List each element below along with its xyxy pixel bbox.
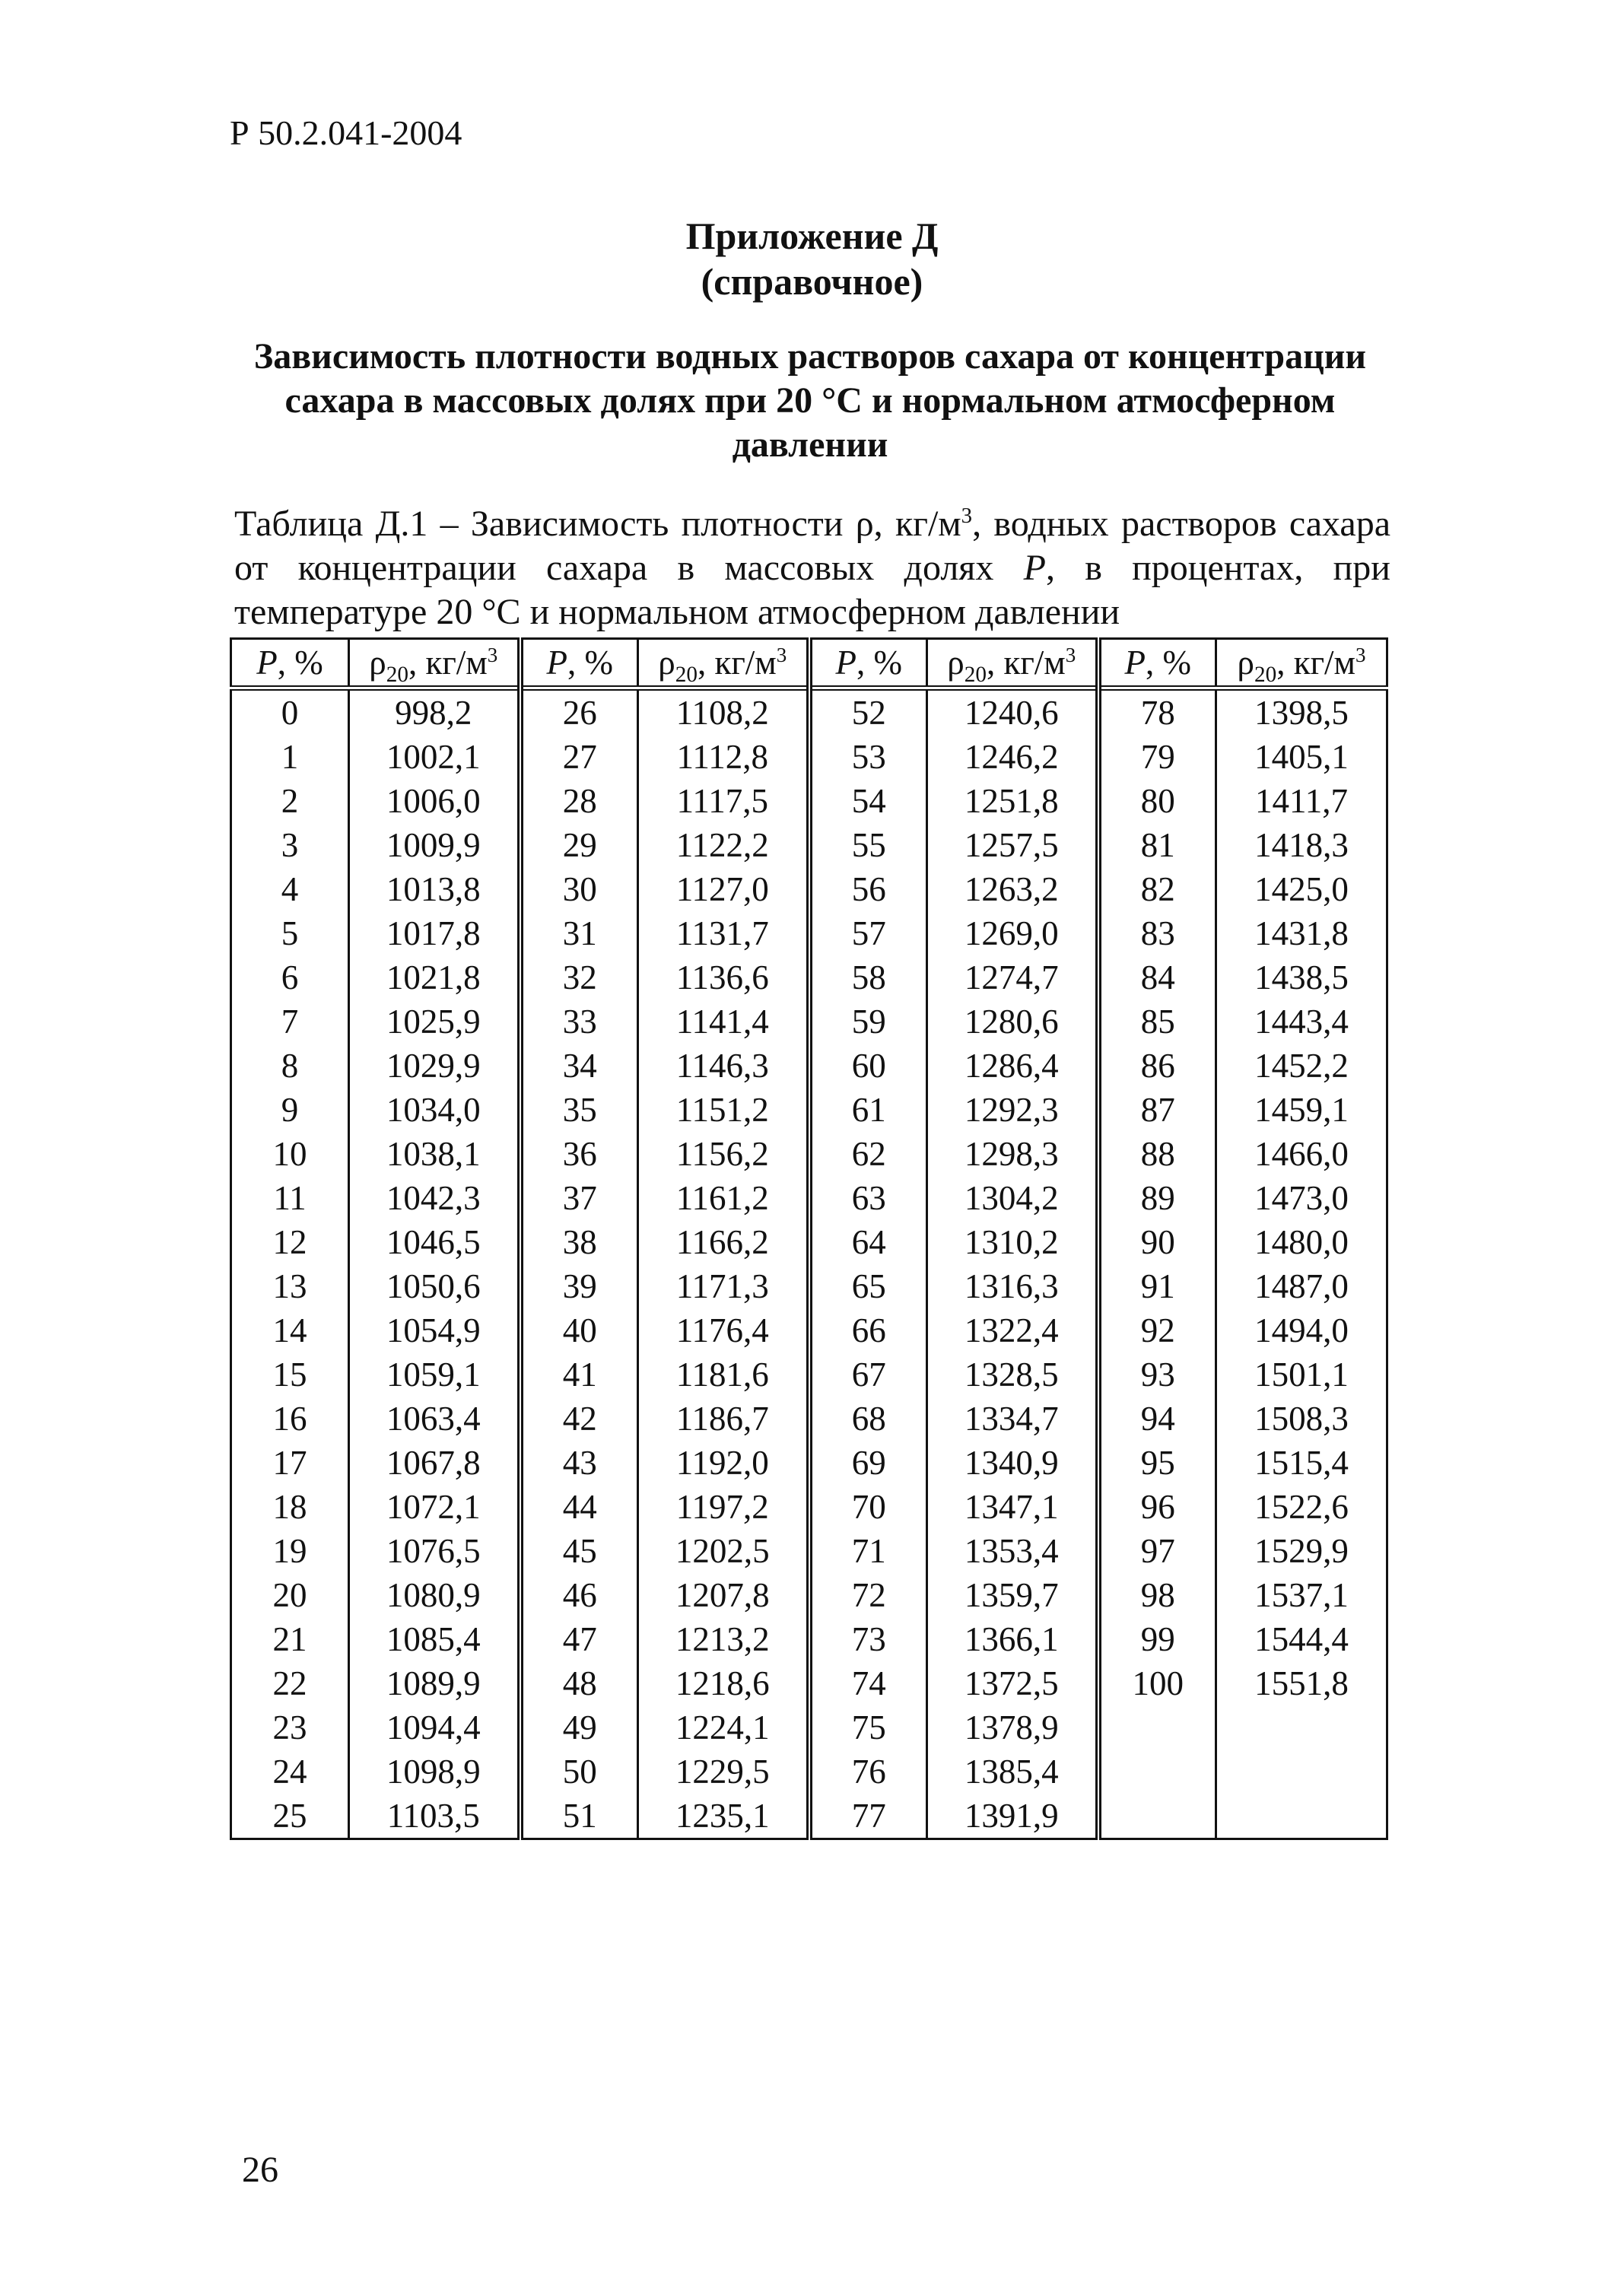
density-cell: 1034,0 bbox=[349, 1088, 520, 1132]
density-cell: 1131,7 bbox=[638, 911, 809, 955]
header-p-var: P bbox=[546, 644, 567, 682]
concentration-cell bbox=[1098, 1794, 1216, 1839]
density-cell: 1280,6 bbox=[927, 1000, 1098, 1044]
concentration-cell: 81 bbox=[1098, 823, 1216, 867]
density-cell: 1021,8 bbox=[349, 955, 520, 1000]
concentration-cell: 14 bbox=[231, 1308, 349, 1352]
table-row bbox=[231, 1529, 1387, 1573]
concentration-cell: 97 bbox=[1098, 1529, 1216, 1573]
concentration-cell: 0 bbox=[231, 688, 349, 736]
density-cell: 1059,1 bbox=[349, 1352, 520, 1397]
header-rho-sub: 20 bbox=[675, 663, 698, 687]
density-cell: 1080,9 bbox=[349, 1573, 520, 1617]
density-cell: 1229,5 bbox=[638, 1750, 809, 1794]
density-cell: 1372,5 bbox=[927, 1661, 1098, 1705]
density-cell: 1544,4 bbox=[1216, 1617, 1387, 1661]
concentration-cell: 57 bbox=[809, 911, 927, 955]
header-density-1 bbox=[349, 639, 520, 688]
density-cell: 1274,7 bbox=[927, 955, 1098, 1000]
header-rho-exp: 3 bbox=[1065, 644, 1076, 666]
table-body bbox=[231, 688, 1387, 1839]
concentration-cell: 39 bbox=[520, 1264, 638, 1308]
density-cell: 1240,6 bbox=[927, 688, 1098, 736]
density-cell: 1257,5 bbox=[927, 823, 1098, 867]
concentration-cell: 58 bbox=[809, 955, 927, 1000]
header-rho-sub: 20 bbox=[386, 663, 408, 687]
concentration-cell: 75 bbox=[809, 1705, 927, 1750]
density-cell: 1494,0 bbox=[1216, 1308, 1387, 1352]
concentration-cell: 6 bbox=[231, 955, 349, 1000]
density-cell: 1089,9 bbox=[349, 1661, 520, 1705]
density-cell: 1316,3 bbox=[927, 1264, 1098, 1308]
table-row bbox=[231, 1308, 1387, 1352]
density-cell: 1117,5 bbox=[638, 779, 809, 823]
density-cell: 1459,1 bbox=[1216, 1088, 1387, 1132]
table-row bbox=[231, 1794, 1387, 1839]
density-cell: 1171,3 bbox=[638, 1264, 809, 1308]
density-cell: 1480,0 bbox=[1216, 1220, 1387, 1264]
concentration-cell: 63 bbox=[809, 1176, 927, 1220]
density-cell: 1378,9 bbox=[927, 1705, 1098, 1750]
concentration-cell: 34 bbox=[520, 1044, 638, 1088]
header-density-3 bbox=[927, 639, 1098, 688]
header-p-unit: , % bbox=[856, 644, 902, 682]
caption-variable: P bbox=[1023, 548, 1046, 588]
concentration-cell: 23 bbox=[231, 1705, 349, 1750]
density-cell: 1328,5 bbox=[927, 1352, 1098, 1397]
density-cell: 1304,2 bbox=[927, 1176, 1098, 1220]
header-rho-exp: 3 bbox=[1355, 644, 1366, 666]
density-cell: 1050,6 bbox=[349, 1264, 520, 1308]
density-cell: 1112,8 bbox=[638, 735, 809, 779]
concentration-cell: 30 bbox=[520, 867, 638, 911]
concentration-cell: 87 bbox=[1098, 1088, 1216, 1132]
concentration-cell: 43 bbox=[520, 1441, 638, 1485]
concentration-cell: 53 bbox=[809, 735, 927, 779]
concentration-cell: 84 bbox=[1098, 955, 1216, 1000]
density-cell: 1347,1 bbox=[927, 1485, 1098, 1529]
density-cell: 1310,2 bbox=[927, 1220, 1098, 1264]
header-rho-sub: 20 bbox=[964, 663, 987, 687]
density-cell: 1166,2 bbox=[638, 1220, 809, 1264]
density-cell: 1298,3 bbox=[927, 1132, 1098, 1176]
concentration-cell: 76 bbox=[809, 1750, 927, 1794]
density-cell: 1025,9 bbox=[349, 1000, 520, 1044]
concentration-cell: 93 bbox=[1098, 1352, 1216, 1397]
density-cell: 1151,2 bbox=[638, 1088, 809, 1132]
density-cell: 1006,0 bbox=[349, 779, 520, 823]
concentration-cell: 11 bbox=[231, 1176, 349, 1220]
table-row bbox=[231, 1750, 1387, 1794]
concentration-cell: 54 bbox=[809, 779, 927, 823]
density-table bbox=[230, 637, 1388, 1840]
density-cell: 1246,2 bbox=[927, 735, 1098, 779]
header-rho-unit: , кг/м bbox=[408, 644, 488, 682]
concentration-cell: 7 bbox=[231, 1000, 349, 1044]
table-row bbox=[231, 688, 1387, 736]
table-row bbox=[231, 1220, 1387, 1264]
density-cell: 1094,4 bbox=[349, 1705, 520, 1750]
header-rho-exp: 3 bbox=[487, 644, 498, 666]
concentration-cell: 66 bbox=[809, 1308, 927, 1352]
concentration-cell: 31 bbox=[520, 911, 638, 955]
table-row bbox=[231, 867, 1387, 911]
density-cell: 1411,7 bbox=[1216, 779, 1387, 823]
density-cell bbox=[1216, 1705, 1387, 1750]
header-density-4 bbox=[1216, 639, 1387, 688]
density-cell: 1108,2 bbox=[638, 688, 809, 736]
concentration-cell: 50 bbox=[520, 1750, 638, 1794]
concentration-cell: 1 bbox=[231, 735, 349, 779]
density-cell: 1466,0 bbox=[1216, 1132, 1387, 1176]
concentration-cell: 35 bbox=[520, 1088, 638, 1132]
concentration-cell: 56 bbox=[809, 867, 927, 911]
density-cell: 1072,1 bbox=[349, 1485, 520, 1529]
concentration-cell: 83 bbox=[1098, 911, 1216, 955]
concentration-cell: 5 bbox=[231, 911, 349, 955]
density-cell: 1176,4 bbox=[638, 1308, 809, 1352]
concentration-cell: 64 bbox=[809, 1220, 927, 1264]
concentration-cell: 72 bbox=[809, 1573, 927, 1617]
table-row bbox=[231, 1044, 1387, 1088]
density-cell: 1141,4 bbox=[638, 1000, 809, 1044]
concentration-cell: 19 bbox=[231, 1529, 349, 1573]
concentration-cell: 10 bbox=[231, 1132, 349, 1176]
concentration-cell: 78 bbox=[1098, 688, 1216, 736]
density-cell: 1103,5 bbox=[349, 1794, 520, 1839]
concentration-cell: 21 bbox=[231, 1617, 349, 1661]
caption-text-2: , водных растворов сахара от концентрации сахара в массовых долях bbox=[234, 504, 1390, 588]
concentration-cell: 89 bbox=[1098, 1176, 1216, 1220]
page-number: 26 bbox=[242, 2150, 278, 2190]
table-row bbox=[231, 1264, 1387, 1308]
concentration-cell: 73 bbox=[809, 1617, 927, 1661]
concentration-cell: 37 bbox=[520, 1176, 638, 1220]
table-row bbox=[231, 1617, 1387, 1661]
document-id: Р 50.2.041-2004 bbox=[230, 113, 462, 152]
header-rho-exp: 3 bbox=[776, 644, 787, 666]
table-row bbox=[231, 779, 1387, 823]
table-row bbox=[231, 1441, 1387, 1485]
table-row bbox=[231, 1132, 1387, 1176]
header-p-var: P bbox=[1124, 644, 1146, 682]
table-row bbox=[231, 1661, 1387, 1705]
header-p-var: P bbox=[256, 644, 278, 682]
header-concentration-3 bbox=[809, 639, 927, 688]
density-cell: 1286,4 bbox=[927, 1044, 1098, 1088]
density-cell: 1385,4 bbox=[927, 1750, 1098, 1794]
density-cell: 1340,9 bbox=[927, 1441, 1098, 1485]
density-cell: 1002,1 bbox=[349, 735, 520, 779]
concentration-cell: 94 bbox=[1098, 1397, 1216, 1441]
concentration-cell bbox=[1098, 1705, 1216, 1750]
concentration-cell: 90 bbox=[1098, 1220, 1216, 1264]
header-p-var: P bbox=[835, 644, 856, 682]
density-cell: 1181,6 bbox=[638, 1352, 809, 1397]
density-cell: 1235,1 bbox=[638, 1794, 809, 1839]
density-cell: 1127,0 bbox=[638, 867, 809, 911]
concentration-cell: 74 bbox=[809, 1661, 927, 1705]
concentration-cell: 92 bbox=[1098, 1308, 1216, 1352]
density-cell: 1224,1 bbox=[638, 1705, 809, 1750]
density-cell: 1085,4 bbox=[349, 1617, 520, 1661]
concentration-cell: 9 bbox=[231, 1088, 349, 1132]
table-row bbox=[231, 955, 1387, 1000]
concentration-cell: 61 bbox=[809, 1088, 927, 1132]
table-row bbox=[231, 1088, 1387, 1132]
concentration-cell: 68 bbox=[809, 1397, 927, 1441]
concentration-cell: 44 bbox=[520, 1485, 638, 1529]
header-density-2 bbox=[638, 639, 809, 688]
table-caption bbox=[234, 502, 1390, 634]
concentration-cell: 47 bbox=[520, 1617, 638, 1661]
concentration-cell: 32 bbox=[520, 955, 638, 1000]
table-row bbox=[231, 911, 1387, 955]
concentration-cell: 70 bbox=[809, 1485, 927, 1529]
concentration-cell: 3 bbox=[231, 823, 349, 867]
concentration-cell: 99 bbox=[1098, 1617, 1216, 1661]
header-p-unit: , % bbox=[277, 644, 323, 682]
caption-text-1: Таблица Д.1 – Зависимость плотности ρ, кг/м bbox=[234, 504, 961, 544]
density-cell: 1213,2 bbox=[638, 1617, 809, 1661]
density-cell: 1443,4 bbox=[1216, 1000, 1387, 1044]
table-row bbox=[231, 1000, 1387, 1044]
table-row bbox=[231, 1573, 1387, 1617]
header-p-unit: , % bbox=[1146, 644, 1191, 682]
table-row bbox=[231, 823, 1387, 867]
density-cell: 1487,0 bbox=[1216, 1264, 1387, 1308]
header-concentration-1 bbox=[231, 639, 349, 688]
caption-text-3: , в процентах, при температуре 20 °С и нормальном атмосферном давлении bbox=[234, 548, 1390, 632]
concentration-cell: 38 bbox=[520, 1220, 638, 1264]
density-cell: 1136,6 bbox=[638, 955, 809, 1000]
appendix-title: Приложение Д bbox=[685, 215, 939, 257]
concentration-cell: 27 bbox=[520, 735, 638, 779]
concentration-cell: 48 bbox=[520, 1661, 638, 1705]
appendix-heading bbox=[0, 213, 1624, 304]
concentration-cell: 36 bbox=[520, 1132, 638, 1176]
table-row bbox=[231, 1352, 1387, 1397]
density-cell: 1425,0 bbox=[1216, 867, 1387, 911]
header-rho-unit: , кг/м bbox=[986, 644, 1066, 682]
density-cell: 1207,8 bbox=[638, 1573, 809, 1617]
caption-exponent: 3 bbox=[961, 504, 973, 528]
concentration-cell: 86 bbox=[1098, 1044, 1216, 1088]
concentration-cell: 95 bbox=[1098, 1441, 1216, 1485]
concentration-cell: 79 bbox=[1098, 735, 1216, 779]
table-row bbox=[231, 1705, 1387, 1750]
concentration-cell: 17 bbox=[231, 1441, 349, 1485]
density-cell: 998,2 bbox=[349, 688, 520, 736]
density-cell: 1029,9 bbox=[349, 1044, 520, 1088]
header-concentration-4 bbox=[1098, 639, 1216, 688]
concentration-cell: 62 bbox=[809, 1132, 927, 1176]
density-cell: 1334,7 bbox=[927, 1397, 1098, 1441]
density-cell: 1186,7 bbox=[638, 1397, 809, 1441]
density-cell: 1042,3 bbox=[349, 1176, 520, 1220]
density-table-container bbox=[230, 637, 1386, 1840]
header-p-unit: , % bbox=[567, 644, 613, 682]
concentration-cell: 69 bbox=[809, 1441, 927, 1485]
concentration-cell: 91 bbox=[1098, 1264, 1216, 1308]
density-cell: 1017,8 bbox=[349, 911, 520, 955]
concentration-cell: 100 bbox=[1098, 1661, 1216, 1705]
density-cell: 1322,4 bbox=[927, 1308, 1098, 1352]
density-cell: 1359,7 bbox=[927, 1573, 1098, 1617]
concentration-cell: 88 bbox=[1098, 1132, 1216, 1176]
header-rho-symbol: ρ bbox=[658, 644, 675, 682]
density-cell: 1063,4 bbox=[349, 1397, 520, 1441]
concentration-cell: 22 bbox=[231, 1661, 349, 1705]
concentration-cell: 26 bbox=[520, 688, 638, 736]
density-cell: 1522,6 bbox=[1216, 1485, 1387, 1529]
density-cell: 1067,8 bbox=[349, 1441, 520, 1485]
density-cell: 1202,5 bbox=[638, 1529, 809, 1573]
density-cell: 1431,8 bbox=[1216, 911, 1387, 955]
concentration-cell: 40 bbox=[520, 1308, 638, 1352]
concentration-cell: 77 bbox=[809, 1794, 927, 1839]
density-cell: 1537,1 bbox=[1216, 1573, 1387, 1617]
table-row bbox=[231, 1485, 1387, 1529]
density-cell: 1269,0 bbox=[927, 911, 1098, 955]
concentration-cell: 96 bbox=[1098, 1485, 1216, 1529]
concentration-cell: 4 bbox=[231, 867, 349, 911]
concentration-cell: 13 bbox=[231, 1264, 349, 1308]
density-cell: 1515,4 bbox=[1216, 1441, 1387, 1485]
density-cell: 1452,2 bbox=[1216, 1044, 1387, 1088]
appendix-subtitle: (справочное) bbox=[701, 260, 923, 303]
table-row bbox=[231, 1397, 1387, 1441]
density-cell: 1366,1 bbox=[927, 1617, 1098, 1661]
density-cell: 1405,1 bbox=[1216, 735, 1387, 779]
concentration-cell: 59 bbox=[809, 1000, 927, 1044]
density-cell: 1508,3 bbox=[1216, 1397, 1387, 1441]
density-cell: 1218,6 bbox=[638, 1661, 809, 1705]
concentration-cell: 12 bbox=[231, 1220, 349, 1264]
concentration-cell: 46 bbox=[520, 1573, 638, 1617]
density-cell: 1292,3 bbox=[927, 1088, 1098, 1132]
density-cell: 1038,1 bbox=[349, 1132, 520, 1176]
density-cell: 1529,9 bbox=[1216, 1529, 1387, 1573]
concentration-cell: 85 bbox=[1098, 1000, 1216, 1044]
density-cell: 1192,0 bbox=[638, 1441, 809, 1485]
concentration-cell: 71 bbox=[809, 1529, 927, 1573]
header-rho-unit: , кг/м bbox=[1276, 644, 1356, 682]
density-cell: 1161,2 bbox=[638, 1176, 809, 1220]
density-cell: 1098,9 bbox=[349, 1750, 520, 1794]
concentration-cell: 60 bbox=[809, 1044, 927, 1088]
concentration-cell: 2 bbox=[231, 779, 349, 823]
header-rho-unit: , кг/м bbox=[697, 644, 777, 682]
concentration-cell: 42 bbox=[520, 1397, 638, 1441]
concentration-cell: 67 bbox=[809, 1352, 927, 1397]
density-cell: 1391,9 bbox=[927, 1794, 1098, 1839]
header-rho-symbol: ρ bbox=[369, 644, 386, 682]
concentration-cell bbox=[1098, 1750, 1216, 1794]
concentration-cell: 49 bbox=[520, 1705, 638, 1750]
concentration-cell: 98 bbox=[1098, 1573, 1216, 1617]
concentration-cell: 24 bbox=[231, 1750, 349, 1794]
concentration-cell: 52 bbox=[809, 688, 927, 736]
table-header-row bbox=[231, 639, 1387, 688]
concentration-cell: 55 bbox=[809, 823, 927, 867]
density-cell: 1353,4 bbox=[927, 1529, 1098, 1573]
density-cell: 1076,5 bbox=[349, 1529, 520, 1573]
density-cell: 1146,3 bbox=[638, 1044, 809, 1088]
density-cell: 1473,0 bbox=[1216, 1176, 1387, 1220]
header-rho-symbol: ρ bbox=[1237, 644, 1254, 682]
density-cell: 1054,9 bbox=[349, 1308, 520, 1352]
concentration-cell: 29 bbox=[520, 823, 638, 867]
density-cell: 1197,2 bbox=[638, 1485, 809, 1529]
header-rho-sub: 20 bbox=[1254, 663, 1277, 687]
density-cell: 1156,2 bbox=[638, 1132, 809, 1176]
concentration-cell: 25 bbox=[231, 1794, 349, 1839]
concentration-cell: 8 bbox=[231, 1044, 349, 1088]
density-cell: 1263,2 bbox=[927, 867, 1098, 911]
concentration-cell: 20 bbox=[231, 1573, 349, 1617]
density-cell: 1013,8 bbox=[349, 867, 520, 911]
header-concentration-2 bbox=[520, 639, 638, 688]
header-rho-symbol: ρ bbox=[947, 644, 965, 682]
concentration-cell: 41 bbox=[520, 1352, 638, 1397]
section-title: Зависимость плотности водных растворов сахара от концентрации сахара в массовых долях при 20 °С и нормальном атмосферном давлении bbox=[253, 336, 1367, 465]
concentration-cell: 45 bbox=[520, 1529, 638, 1573]
density-cell: 1398,5 bbox=[1216, 688, 1387, 736]
density-cell: 1551,8 bbox=[1216, 1661, 1387, 1705]
concentration-cell: 80 bbox=[1098, 779, 1216, 823]
concentration-cell: 28 bbox=[520, 779, 638, 823]
density-cell: 1418,3 bbox=[1216, 823, 1387, 867]
concentration-cell: 33 bbox=[520, 1000, 638, 1044]
density-cell: 1251,8 bbox=[927, 779, 1098, 823]
density-cell: 1122,2 bbox=[638, 823, 809, 867]
density-cell bbox=[1216, 1794, 1387, 1839]
concentration-cell: 18 bbox=[231, 1485, 349, 1529]
table-row bbox=[231, 735, 1387, 779]
concentration-cell: 51 bbox=[520, 1794, 638, 1839]
density-cell: 1009,9 bbox=[349, 823, 520, 867]
concentration-cell: 16 bbox=[231, 1397, 349, 1441]
concentration-cell: 15 bbox=[231, 1352, 349, 1397]
density-cell bbox=[1216, 1750, 1387, 1794]
density-cell: 1501,1 bbox=[1216, 1352, 1387, 1397]
concentration-cell: 82 bbox=[1098, 867, 1216, 911]
density-cell: 1046,5 bbox=[349, 1220, 520, 1264]
concentration-cell: 65 bbox=[809, 1264, 927, 1308]
density-cell: 1438,5 bbox=[1216, 955, 1387, 1000]
table-row bbox=[231, 1176, 1387, 1220]
